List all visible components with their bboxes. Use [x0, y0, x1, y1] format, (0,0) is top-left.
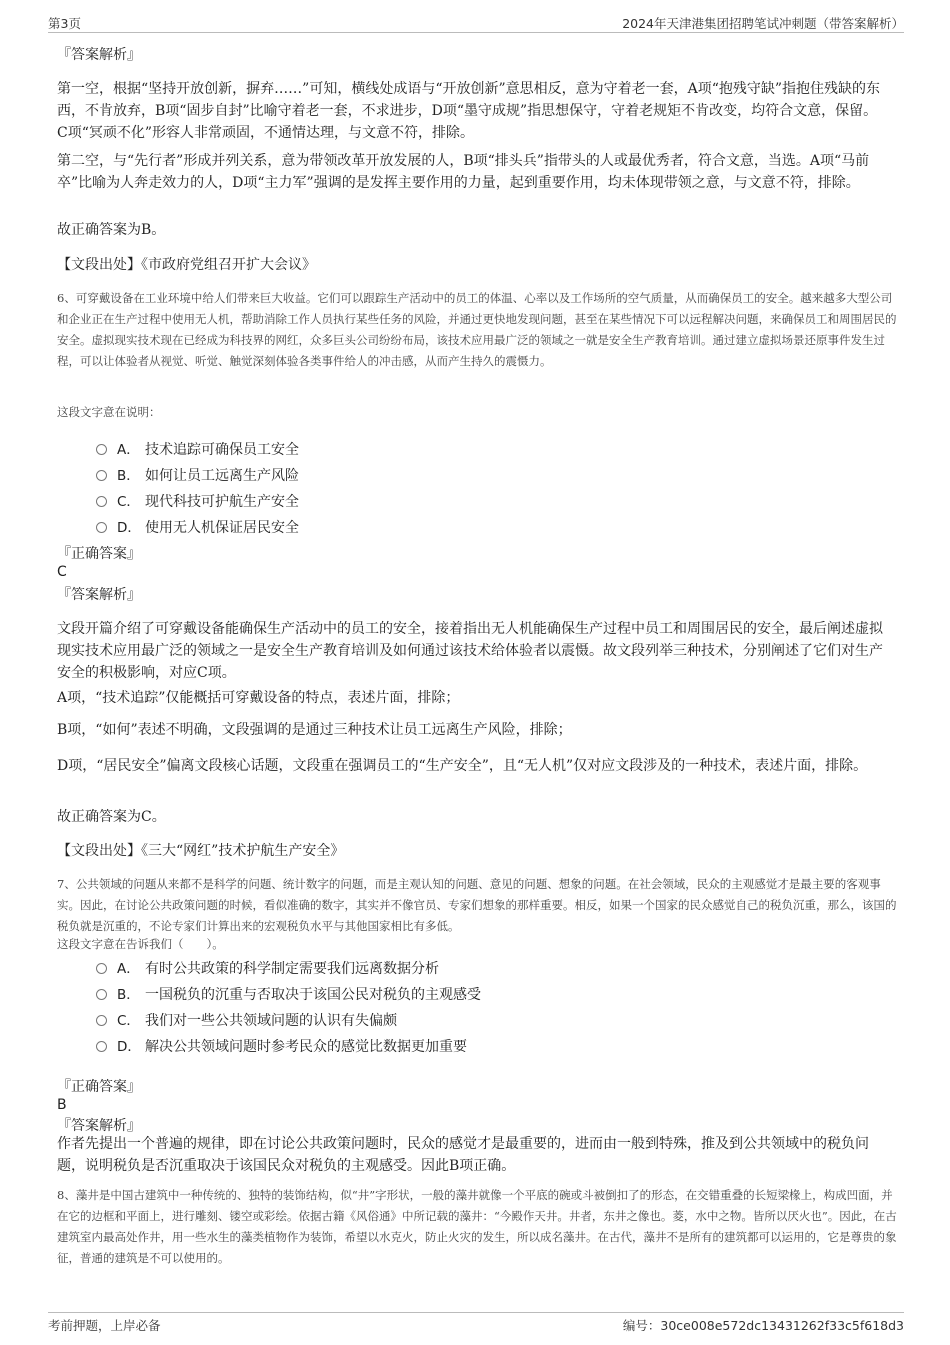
- radio-icon[interactable]: [96, 963, 107, 974]
- radio-icon[interactable]: [96, 1041, 107, 1052]
- radio-icon[interactable]: [96, 444, 107, 455]
- radio-icon[interactable]: [96, 1015, 107, 1026]
- q7-prompt: 这段文字意在告诉我们（ ）。: [57, 937, 224, 951]
- q7-option-b[interactable]: B． 一国税负的沉重与否取决于该国公民对税负的主观感受: [96, 983, 481, 1005]
- page-number: 第3页: [48, 16, 81, 31]
- q6-option-b[interactable]: B． 如何让员工远离生产风险: [96, 464, 299, 486]
- q7-answer-label: 『正确答案』: [57, 1079, 141, 1095]
- q5-analysis-p2: 第二空，与“先行者”形成并列关系，意为带领改革开放发展的人，B项“排头兵”指带头的人或最优秀者，符合文意，当选。A项“马前卒”比喻为人奔走效力的人，D项“主力军”强调的是发挥主要作用的力量，起到重要作用，均未体现带领之意，与文意不符，排除。: [57, 153, 870, 191]
- q5-source: 【文段出处】《市政府党组召开扩大会议》: [57, 257, 316, 273]
- radio-icon[interactable]: [96, 496, 107, 507]
- q5-conclusion: 故正确答案为B。: [57, 222, 166, 238]
- q6-conclusion: 故正确答案为C。: [57, 809, 166, 825]
- q6-prompt: 这段文字意在说明：: [57, 405, 161, 419]
- document-title: 2024年天津港集团招聘笔试冲刺题（带答案解析）: [622, 16, 904, 31]
- radio-icon[interactable]: [96, 470, 107, 481]
- q6-option-c[interactable]: C． 现代科技可护航生产安全: [96, 490, 299, 512]
- q6-analysis-p3: B项，“如何”表述不明确，文段强调的是通过三种技术让员工远离生产风险，排除；: [57, 722, 572, 738]
- q7-option-d[interactable]: D． 解决公共领域问题时参考民众的感觉比数据更加重要: [96, 1035, 467, 1057]
- q7-option-c[interactable]: C． 我们对一些公共领域问题的认识有失偏颇: [96, 1009, 397, 1031]
- q6-stem: 6、可穿戴设备在工业环境中给人们带来巨大收益。它们可以跟踪生产活动中的员工的体温、心率以及工作场所的空气质量，从而确保员工的安全。越来越多大型公司和企业正在生产过程中使用无人机，帮助消除工作人员执行某些任务的风险，并通过更快地发现问题，甚至在某些情况下可以远程解决问题，来确保员工和周围居民的安全。虚拟现实技术现在已经成为科技界的网红，众多巨头公司纷纷布局，该技术应用最广泛的领域之一就是安全生产教育培训。通过建立虚拟场景还原事件发生过程，可以让体验者从视觉、听觉、触觉深刻体验各类事件给人的冲击感，从而产生持久的震慑力。: [57, 291, 897, 368]
- q6-answer: C: [57, 564, 67, 580]
- q7-analysis: 作者先提出一个普遍的规律，即在讨论公共政策问题时，民众的感觉才是最重要的，进而由一般到特殊，推及到公共领域中的税负问题，说明税负是否沉重取决于该国民众对税负的主观感受。因此B项正确。: [57, 1136, 869, 1174]
- page-header: [48, 12, 904, 33]
- q6-answer-label: 『正确答案』: [57, 546, 141, 562]
- q6-option-a[interactable]: A． 技术追踪可确保员工安全: [96, 438, 299, 460]
- document-id: 编号：30ce008e572dc13431262f33c5f618d3: [622, 1318, 904, 1333]
- q6-option-d[interactable]: D． 使用无人机保证居民安全: [96, 516, 299, 538]
- q6-analysis-p2: A项，“技术追踪”仅能概括可穿戴设备的特点，表述片面，排除；: [57, 690, 460, 706]
- q7-analysis-label: 『答案解析』: [57, 1118, 141, 1134]
- radio-icon[interactable]: [96, 522, 107, 533]
- q6-analysis-p4: D项，“居民安全”偏离文段核心话题，文段重在强调员工的“生产安全”，且“无人机”仅对应文段涉及的一种技术，表述片面，排除。: [57, 758, 868, 774]
- radio-icon[interactable]: [96, 989, 107, 1000]
- footer-slogan: 考前押题，上岸必备: [48, 1318, 161, 1333]
- q7-option-a[interactable]: A． 有时公共政策的科学制定需要我们远离数据分析: [96, 957, 439, 979]
- q7-stem: 7、公共领域的问题从来都不是科学的问题、统计数字的问题，而是主观认知的问题、意见的问题、想象的问题。在社会领域，民众的主观感觉才是最主要的客观事实。因此，在讨论公共政策问题的时候，看似准确的数字，其实并不像官员、专家们想象的那样重要。相反，如果一个国家的民众感觉自己的税负沉重，那么，该国的税负就是沉重的，不论专家们计算出来的宏观税负水平与其他国家相比有多低。: [57, 877, 897, 933]
- q6-analysis-label: 『答案解析』: [57, 587, 141, 603]
- q6-source: 【文段出处】《三大“网红”技术护航生产安全》: [57, 843, 345, 859]
- q8-stem: 8、藻井是中国古建筑中一种传统的、独特的装饰结构，似“井”字形状，一般的藻井就像一个平底的碗或斗被倒扣了的形态，在交错重叠的长短梁椽上，构成凹面，并在它的边框和平面上，进行雕刻、镂空或彩绘。依据古籍《风俗通》中所记载的藻井：“今殿作天井。井者，东井之像也。菱，水中之物。皆所以厌火也”。因此，在古建筑室内最高处作井，用一些水生的藻类植物作为装饰，希望以水克火，防止火灾的发生，所以成名藻井。在古代，藻井不是所有的建筑都可以运用的，它是尊贵的象征，普通的建筑是不可以使用的。: [57, 1188, 897, 1265]
- q7-answer: B: [57, 1097, 67, 1113]
- q5-analysis-p1: 第一空，根据“坚持开放创新，摒弃……”可知，横线处成语与“开放创新”意思相反，意为守着老一套，A项“抱残守缺”指抱住残缺的东西，不肯放弃，B项“固步自封”比喻守着老一套，不求进步，D项“墨守成规”指思想保守，守着老规矩不肯改变，均符合文意，保留。C项“冥顽不化”形容人非常顽固，不通情达理，与文意不符，排除。: [57, 81, 881, 141]
- q5-analysis-label: 『答案解析』: [57, 47, 141, 63]
- q6-analysis-p1: 文段开篇介绍了可穿戴设备能确保生产活动中的员工的安全，接着指出无人机能确保生产过程中员工和周围居民的安全，最后阐述虚拟现实技术应用最广泛的领域之一是安全生产教育培训及如何通过该技术给体验者以震慑。故文段列举三种技术，分别阐述了它们对生产安全的积极影响，对应C项。: [57, 621, 883, 681]
- page-footer: [48, 1312, 904, 1333]
